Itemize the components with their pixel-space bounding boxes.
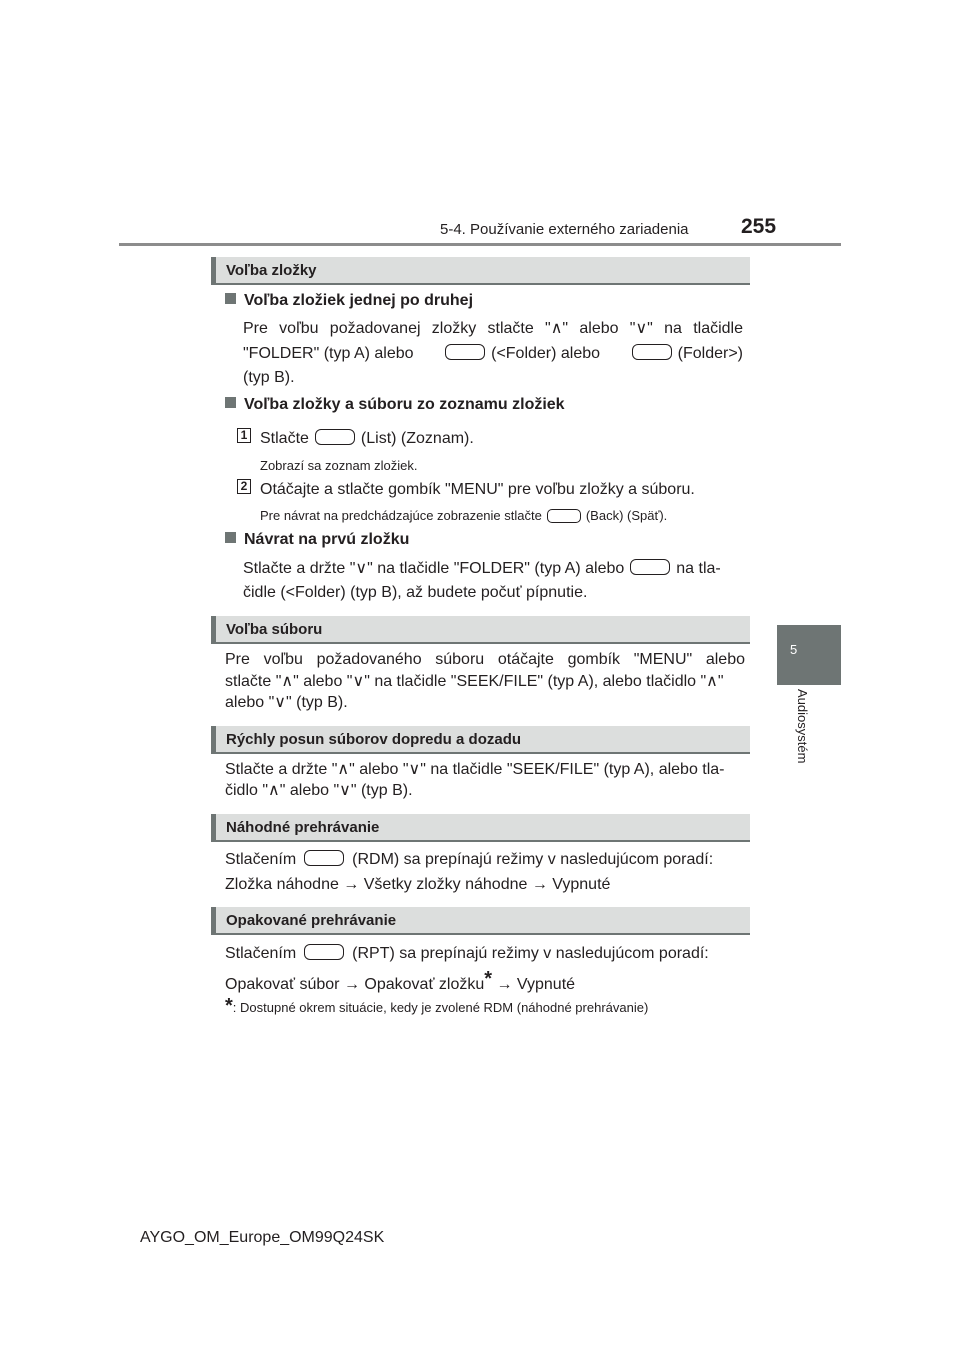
rpt-button-icon xyxy=(304,944,344,960)
chapter-tab xyxy=(777,625,841,685)
step2-text: Otáčajte a stlačte gombík "MENU" pre voľbu zložky a súboru. xyxy=(260,481,695,498)
section-heading-folder-select: Voľba zložky xyxy=(211,257,750,285)
random-line1: Stlačením (RDM) sa prepínajú režimy v nasledujúcom poradí: xyxy=(225,851,714,868)
back-button-icon xyxy=(547,509,581,523)
bullet-square-icon xyxy=(225,532,236,543)
step1-text: Stlačte (List) (Zoznam). xyxy=(260,430,474,447)
header-rule xyxy=(119,243,841,246)
section-heading-file-select: Voľba súboru xyxy=(211,616,750,644)
folder-instruction-line3: (typ B). xyxy=(243,369,295,386)
folder-down-button-icon xyxy=(630,559,670,575)
file-select-line1: Pre voľbu požadovaného súboru otáčajte gombík "MENU" alebo xyxy=(225,651,745,668)
section-heading-fast-forward: Rýchly posun súborov dopredu a dozadu xyxy=(211,726,750,754)
return-first-folder-line1: Stlačte a držte "∨" na tlačidle "FOLDER" (typ A) alebo na tla- xyxy=(243,560,721,577)
fast-forward-line1: Stlačte a držte "∧" alebo "∨" na tlačidle "SEEK/FILE" (typ A), alebo tla- xyxy=(225,761,725,778)
document-id: AYGO_OM_Europe_OM99Q24SK xyxy=(140,1229,385,1246)
file-select-line3: alebo "∨" (typ B). xyxy=(225,694,348,711)
section-header: 5-4. Používanie externého zariadenia xyxy=(440,221,689,238)
return-first-folder-line2: čidle (<Folder) (typ B), až budete počuť pípnutie. xyxy=(243,584,588,601)
random-line2: Zložka náhodne → Všetky zložky náhodne → Vypnuté xyxy=(225,876,611,893)
step2-note: Pre návrat na predchádzajúce zobrazenie stlačte (Back) (Späť). xyxy=(260,508,668,523)
step1-note: Zobrazí sa zoznam zložiek. xyxy=(260,458,418,473)
folder-down-button-icon xyxy=(445,344,485,360)
chapter-number: 5 xyxy=(790,642,798,657)
subheading-folder-one-by-one: Voľba zložiek jednej po druhej xyxy=(225,290,473,311)
rdm-button-icon xyxy=(304,850,344,866)
footnote: *: Dostupné okrem situácie, kedy je zvolené RDM (náhodné prehrávanie) xyxy=(225,995,649,1017)
subheading-return-first-folder: Návrat na prvú zložku xyxy=(225,529,409,550)
footnote-marker: * xyxy=(484,968,493,990)
section-heading-random-play: Náhodné prehrávanie xyxy=(211,814,750,842)
bullet-square-icon xyxy=(225,397,236,408)
repeat-line2: Opakovať súbor → Opakovať zložku* → Vypnuté xyxy=(225,968,576,993)
fast-forward-line2: čidlo "∧" alebo "∨" (typ B). xyxy=(225,782,413,799)
folder-up-button-icon xyxy=(632,344,672,360)
file-select-line2: stlačte "∧" alebo "∨" na tlačidle "SEEK/FILE" (typ A), alebo tlačidlo "∧" xyxy=(225,673,724,690)
folder-instruction-line1: Pre voľbu požadovanej zložky stlačte "∧" alebo "∨" na tlačidle xyxy=(243,320,743,337)
step-number-1: 1 xyxy=(237,428,251,443)
subheading-folder-list: Voľba zložky a súboru zo zoznamu zložiek xyxy=(225,394,565,415)
chapter-label: Audiosystém xyxy=(795,689,810,764)
folder-instruction-line2: "FOLDER" (typ A) alebo (<Folder) alebo (Folder>) xyxy=(243,345,743,362)
page-number: 255 xyxy=(741,215,777,238)
section-heading-repeat-play: Opakované prehrávanie xyxy=(211,907,750,935)
bullet-square-icon xyxy=(225,293,236,304)
step-number-2: 2 xyxy=(237,479,251,494)
repeat-line1: Stlačením (RPT) sa prepínajú režimy v nasledujúcom poradí: xyxy=(225,945,709,962)
list-button-icon xyxy=(315,429,355,445)
